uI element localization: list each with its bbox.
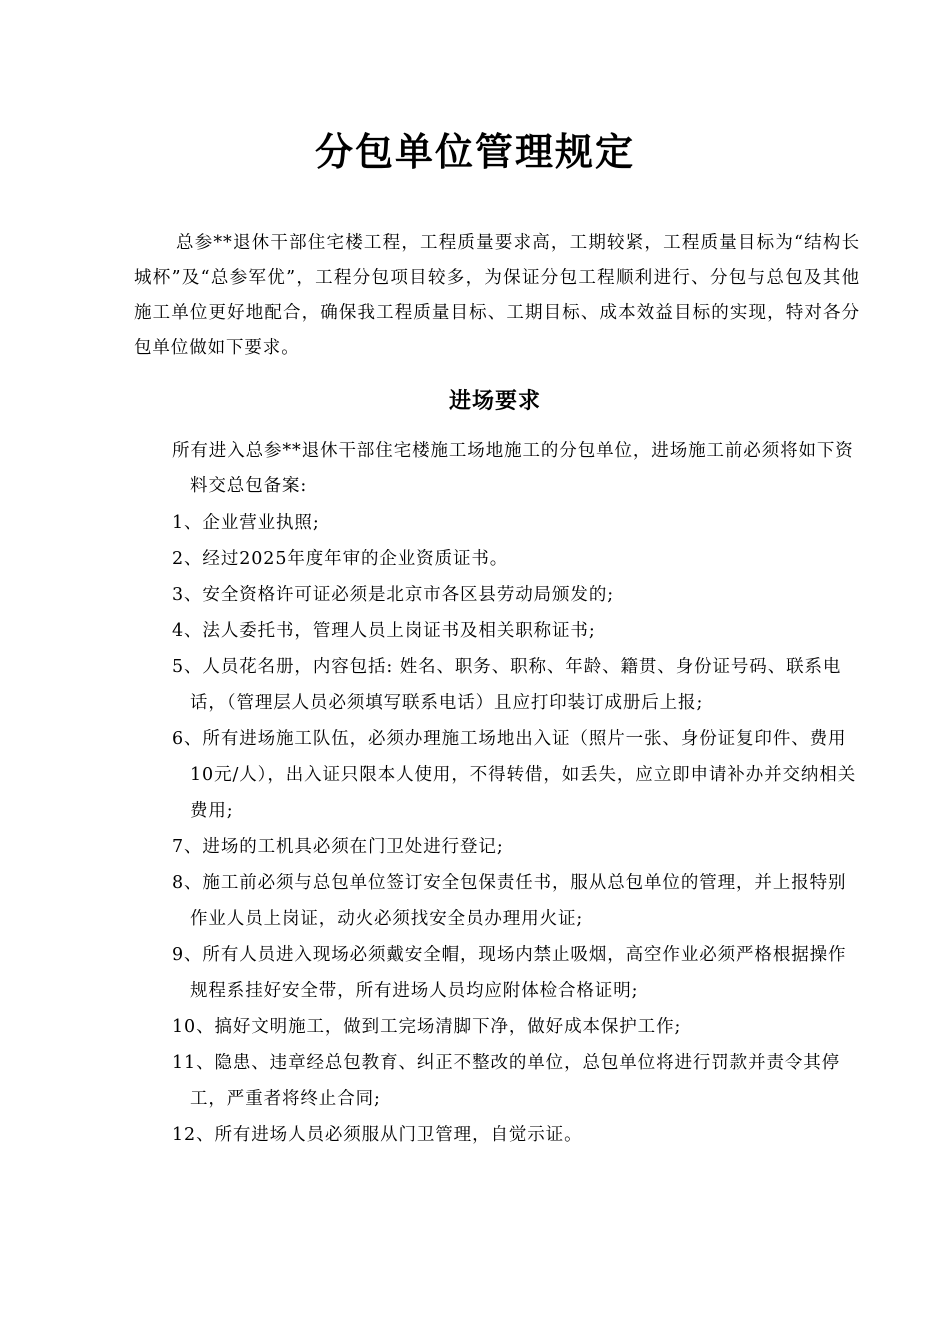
list-item: 7、进场的工机具必须在门卫处进行登记; bbox=[172, 837, 504, 857]
list-item: 9、所有人员进入现场必须戴安全帽，现场内禁止吸烟，高空作业必须严格根据操作规程系挂好安全带，所有进场人员均应附体检合格证明; bbox=[172, 945, 847, 1001]
requirements-lead-line1: 所有进入总参**退休干部住宅楼施工场地施工的分包单位，进场施工前必须将如下资 bbox=[172, 441, 854, 461]
list-item: 10、搞好文明施工，做到工完场清脚下净，做好成本保护工作; bbox=[172, 1017, 682, 1037]
requirements-list bbox=[172, 505, 862, 1153]
list-item: 5、人员花名册，内容包括: 姓名、职务、职称、年龄、籍贯、身份证号码、联系电话，（管理层人员必须填写联系电话）且应打印装订成册后上报; bbox=[172, 657, 842, 713]
requirements-lead-line2: 料交总包备案: bbox=[190, 476, 308, 496]
list-item: 1、企业营业执照; bbox=[172, 513, 320, 533]
document-title: 分包单位管理规定 bbox=[314, 130, 635, 174]
list-item: 12、所有进场人员必须服从门卫管理，自觉示证。 bbox=[172, 1125, 583, 1145]
list-item: 2、经过2025年度年审的企业资质证书。 bbox=[172, 549, 509, 569]
list-item: 3、安全资格许可证必须是北京市各区县劳动局颁发的; bbox=[172, 585, 615, 605]
requirements-lead bbox=[172, 434, 862, 504]
list-item: 8、施工前必须与总包单位签订安全包保责任书，服从总包单位的管理，并上报特别作业人员上岗证，动火必须找安全员办理用火证; bbox=[172, 873, 847, 929]
list-item: 4、法人委托书，管理人员上岗证书及相关职称证书; bbox=[172, 621, 596, 641]
list-item: 6、所有进场施工队伍，必须办理施工场地出入证（照片一张、身份证复印件、费用10元/人），出入证只限本人使用，不得转借，如丢失，应立即申请补办并交纳相关费用; bbox=[172, 729, 857, 821]
list-item: 11、隐患、违章经总包教育、纠正不整改的单位，总包单位将进行罚款并责令其停工，严重者将终止合同; bbox=[172, 1053, 841, 1109]
section-title: 进场要求 bbox=[448, 389, 541, 414]
intro-paragraph: 总参**退休干部住宅楼工程，工程质量要求高，工期较紧，工程质量目标为“结构长城杯”及“总参军优”，工程分包项目较多，为保证分包工程顺利进行、分包与总包及其他施工单位更好地配合，确保我工程质量目标、工期目标、成本效益目标的实现，特对各分包单位做如下要求。 bbox=[134, 233, 860, 358]
